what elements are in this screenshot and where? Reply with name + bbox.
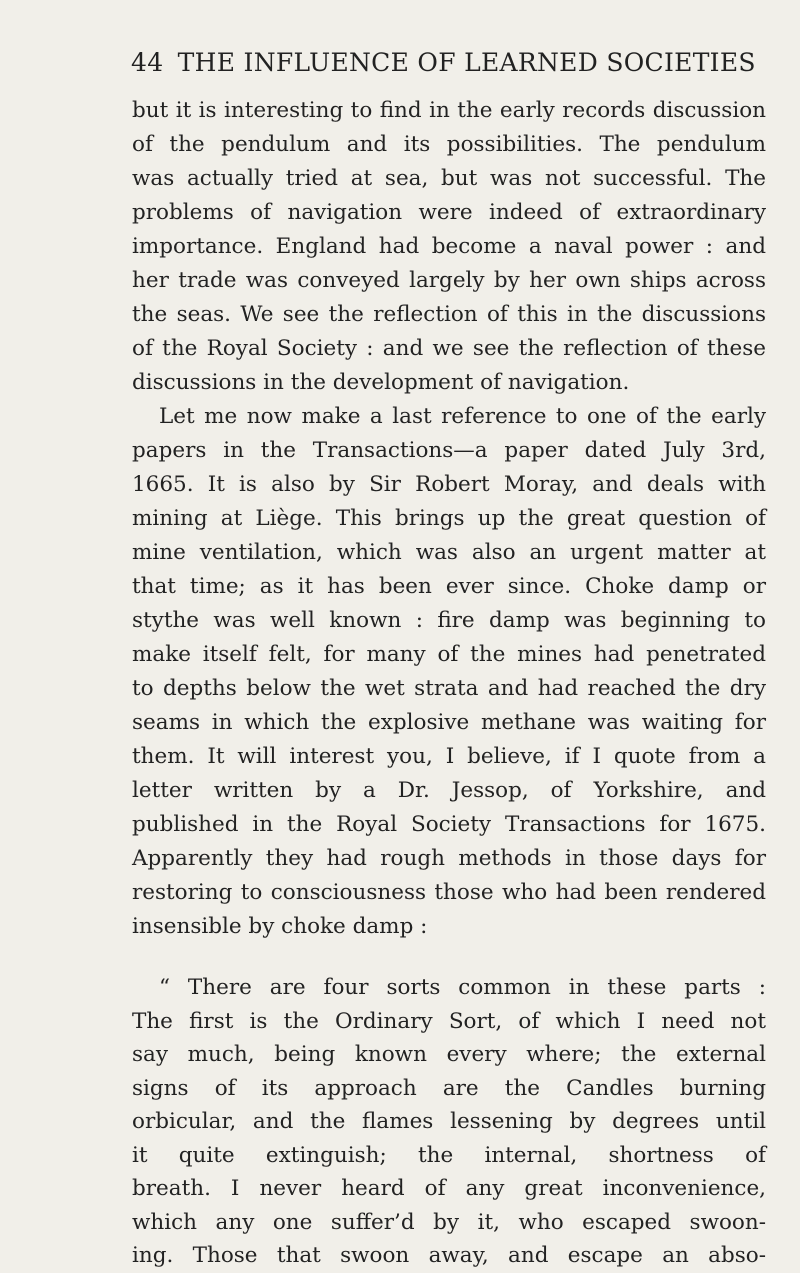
paragraph-2 xyxy=(132,400,766,944)
block-quote xyxy=(132,971,766,1273)
text-line: restoring to consciousness those who had been rendered xyxy=(132,880,766,905)
text-line: importance. England had become a naval power : and xyxy=(132,234,766,259)
quote-line: The first is the Ordinary Sort, of which I need not xyxy=(132,1008,766,1034)
text-line: of the Royal Society : and we see the reflection of these xyxy=(132,336,766,361)
text-line: was actually tried at sea, but was not successful. The xyxy=(132,166,766,191)
text-line: stythe was well known : fire damp was beginning to xyxy=(132,608,766,633)
body-text xyxy=(132,94,766,1273)
text-line: but it is interesting to find in the early records discussion xyxy=(132,98,766,123)
text-line: papers in the Transactions—a paper dated July 3rd, xyxy=(132,438,766,463)
text-line: Let me now make a last reference to one of the early xyxy=(159,404,766,429)
text-line: mine ventilation, which was also an urgent matter at xyxy=(132,540,766,565)
text-line: letter written by a Dr. Jessop, of Yorkshire, and xyxy=(132,778,766,803)
quote-line: it quite extinguish; the internal, shortness of xyxy=(132,1142,766,1168)
text-line: of the pendulum and its possibilities. The pendulum xyxy=(132,132,766,157)
text-line: Apparently they had rough methods in those days for xyxy=(132,846,766,871)
text-line: published in the Royal Society Transactions for 1675. xyxy=(132,812,766,837)
quote-line: say much, being known every where; the external xyxy=(132,1042,766,1067)
text-line: mining at Liège. This brings up the great question of xyxy=(132,506,766,531)
text-line: to depths below the wet strata and had reached the dry xyxy=(132,676,766,701)
text-line: that time; as it has been ever since. Choke damp or xyxy=(132,574,766,599)
quote-line: ing. Those that swoon away, and escape an abso- xyxy=(132,1243,766,1268)
quote-line: breath. I never heard of any great inconvenience, xyxy=(132,1176,766,1201)
text-line: insensible by choke damp : xyxy=(132,914,428,939)
text-line: seams in which the explosive methane was waiting for xyxy=(132,710,766,735)
text-line: her trade was conveyed largely by her own ships across xyxy=(132,268,766,293)
text-line: the seas. We see the reflection of this in the discussions xyxy=(132,302,766,327)
text-line: discussions in the development of navigation. xyxy=(132,370,630,395)
quote-line: which any one suffer’d by it, who escaped swoon- xyxy=(132,1209,766,1235)
running-title: THE INFLUENCE OF LEARNED SOCIETIES xyxy=(177,48,756,77)
quote-line: signs of its approach are the Candles burning xyxy=(132,1075,766,1101)
text-line: them. It will interest you, I believe, if I quote from a xyxy=(132,744,766,769)
text-line: 1665. It is also by Sir Robert Moray, and deals with xyxy=(132,472,766,497)
running-header xyxy=(131,48,771,78)
text-line: make itself felt, for many of the mines had penetrated xyxy=(132,642,766,667)
quote-line: “ There are four sorts common in these parts : xyxy=(159,975,766,1000)
page-number: 44 xyxy=(131,48,164,77)
text-line: problems of navigation were indeed of extraordinary xyxy=(132,200,766,225)
paragraph-1 xyxy=(132,94,766,400)
quote-line: orbicular, and the flames lessening by degrees until xyxy=(132,1109,766,1134)
